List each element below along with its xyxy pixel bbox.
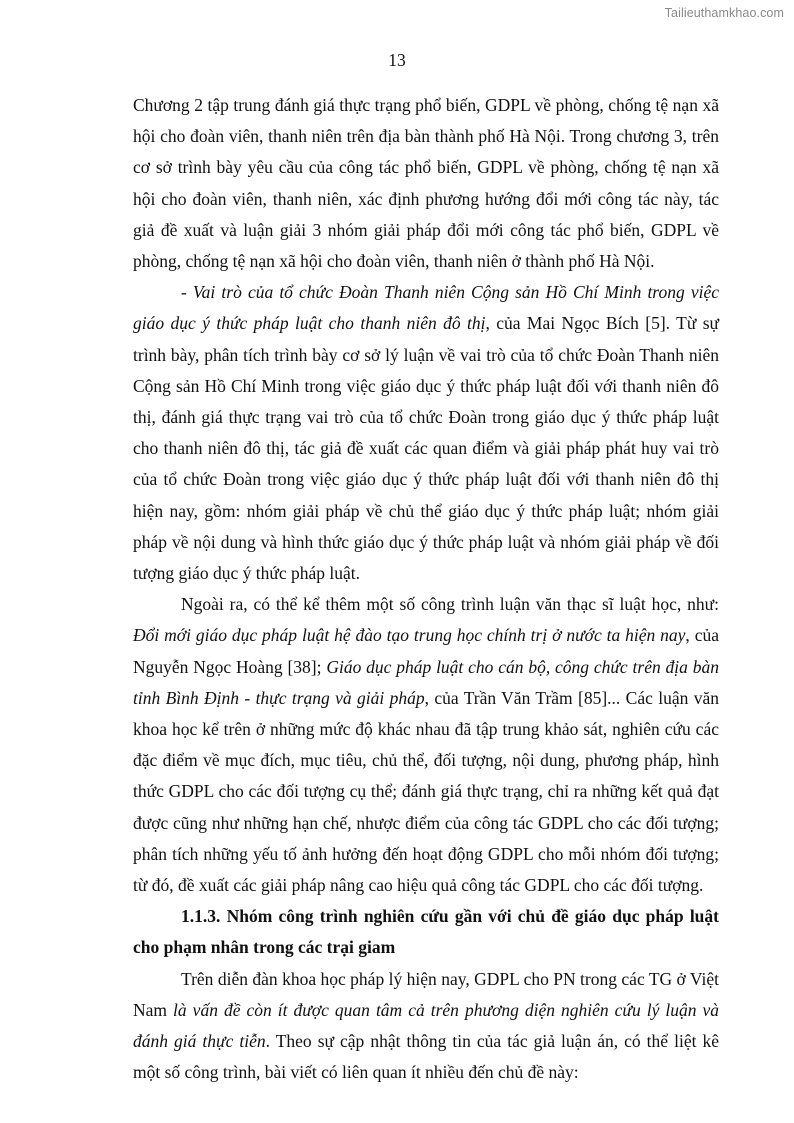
- paragraph-text: , của Trần Văn Trầm [85]... Các luận văn khoa học kể trên ở những mức độ khác nhau đã tập trung khảo sát, nghiên cứu các đặc điểm về mục đích, mục tiêu, chủ thể, đối tượng, nội dung, phương pháp, hình thức GDPL cho các đối tượng cụ thể; đánh giá thực trạng, chỉ ra những kết quả đạt được cũng như những hạn chế, nhược điểm của công tác GDPL cho các đối tượng; phân tích những yếu tố ảnh hưởng đến hoạt động GDPL cho mỗi nhóm đối tượng; từ đó, đề xuất các giải pháp nâng cao hiệu quả công tác GDPL cho các đối tượng.: [133, 687, 719, 896]
- paragraph-forum: [133, 964, 719, 1089]
- emphasis-italic: là vấn đề còn ít được quan tâm cả trên phương diện nghiên cứu lý luận và đánh giá thực tiễn: [133, 999, 719, 1052]
- paragraph-chapter-summary: Chương 2 tập trung đánh giá thực trạng phổ biến, GDPL về phòng, chống tệ nạn xã hội cho đoàn viên, thanh niên trên địa bàn thành phố Hà Nội. Trong chương 3, trên cơ sở trình bày yêu cầu của công tác phổ biến, GDPL về phòng, chống tệ nạn xã hội cho đoàn viên, thanh niên, xác định phương hướng đổi mới công tác này, tác giả đề xuất và luận giải 3 nhóm giải pháp đổi mới công tác phổ biến, GDPL về phòng, chống tệ nạn xã hội cho đoàn viên, thanh niên ở thành phố Hà Nội.: [133, 95, 719, 272]
- section-heading-1-1-3: 1.1.3. Nhóm công trình nghiên cứu gần với chủ đề giáo dục pháp luật cho phạm nhân trong các trại giam: [133, 906, 719, 958]
- paragraph-text: Ngoài ra, có thể kể thêm một số công trình luận văn thạc sĩ luật học, như:: [181, 594, 719, 615]
- watermark: Tailieuthamkhao.com: [664, 6, 784, 20]
- work-title-italic: Đổi mới giáo dục pháp luật hệ đào tạo trung học chính trị ở nước ta hiện nay: [133, 625, 686, 646]
- paragraph-text: , của Nguyễn Ngọc Hoàng [38];: [133, 625, 719, 677]
- work-title-italic: Giáo dục pháp luật cho cán bộ, công chức trên địa bàn tỉnh Bình Định - thực trạng và giải pháp: [133, 656, 719, 708]
- paragraph-text: , của Mai Ngọc Bích [5]. Từ sự trình bày, phân tích trình bày cơ sở lý luận về vai trò của tổ chức Đoàn Thanh niên Cộng sản Hồ Chí Minh trong việc giáo dục ý thức pháp luật đối với thanh niên đô thị, đánh giá thực trạng vai trò của tổ chức Đoàn trong giáo dục ý thức pháp luật cho thanh niên đô thị, tác giả đề xuất các quan điểm và giải pháp phát huy vai trò của tổ chức Đoàn trong việc giáo dục ý thức pháp luật đối với thanh niên đô thị hiện nay, gồm: nhóm giải pháp về chủ thể giáo dục ý thức pháp luật; nhóm giải pháp về nội dung và hình thức giáo dục ý thức pháp luật và nhóm giải pháp về đối tượng giáo dục ý thức pháp luật.: [133, 313, 719, 584]
- page-number: 13: [388, 50, 406, 70]
- work-title-italic: - Vai trò của tổ chức Đoàn Thanh niên Cộng sản Hồ Chí Minh trong việc giáo dục ý thức pháp luật cho thanh niên đô thị: [133, 282, 719, 334]
- paragraph-text: . Theo sự cập nhật thông tin của tác giả luận án, có thể liệt kê một số công trình, bài viết có liên quan ít nhiều đến chủ đề này:: [133, 1031, 719, 1083]
- document-body: [133, 90, 719, 1089]
- paragraph-text: Trên diễn đàn khoa học pháp lý hiện nay, GDPL cho PN trong các TG ở Việt Nam: [133, 968, 719, 1020]
- paragraph-mai-ngoc-bich: [133, 277, 719, 589]
- paragraph-master-theses: [133, 589, 719, 901]
